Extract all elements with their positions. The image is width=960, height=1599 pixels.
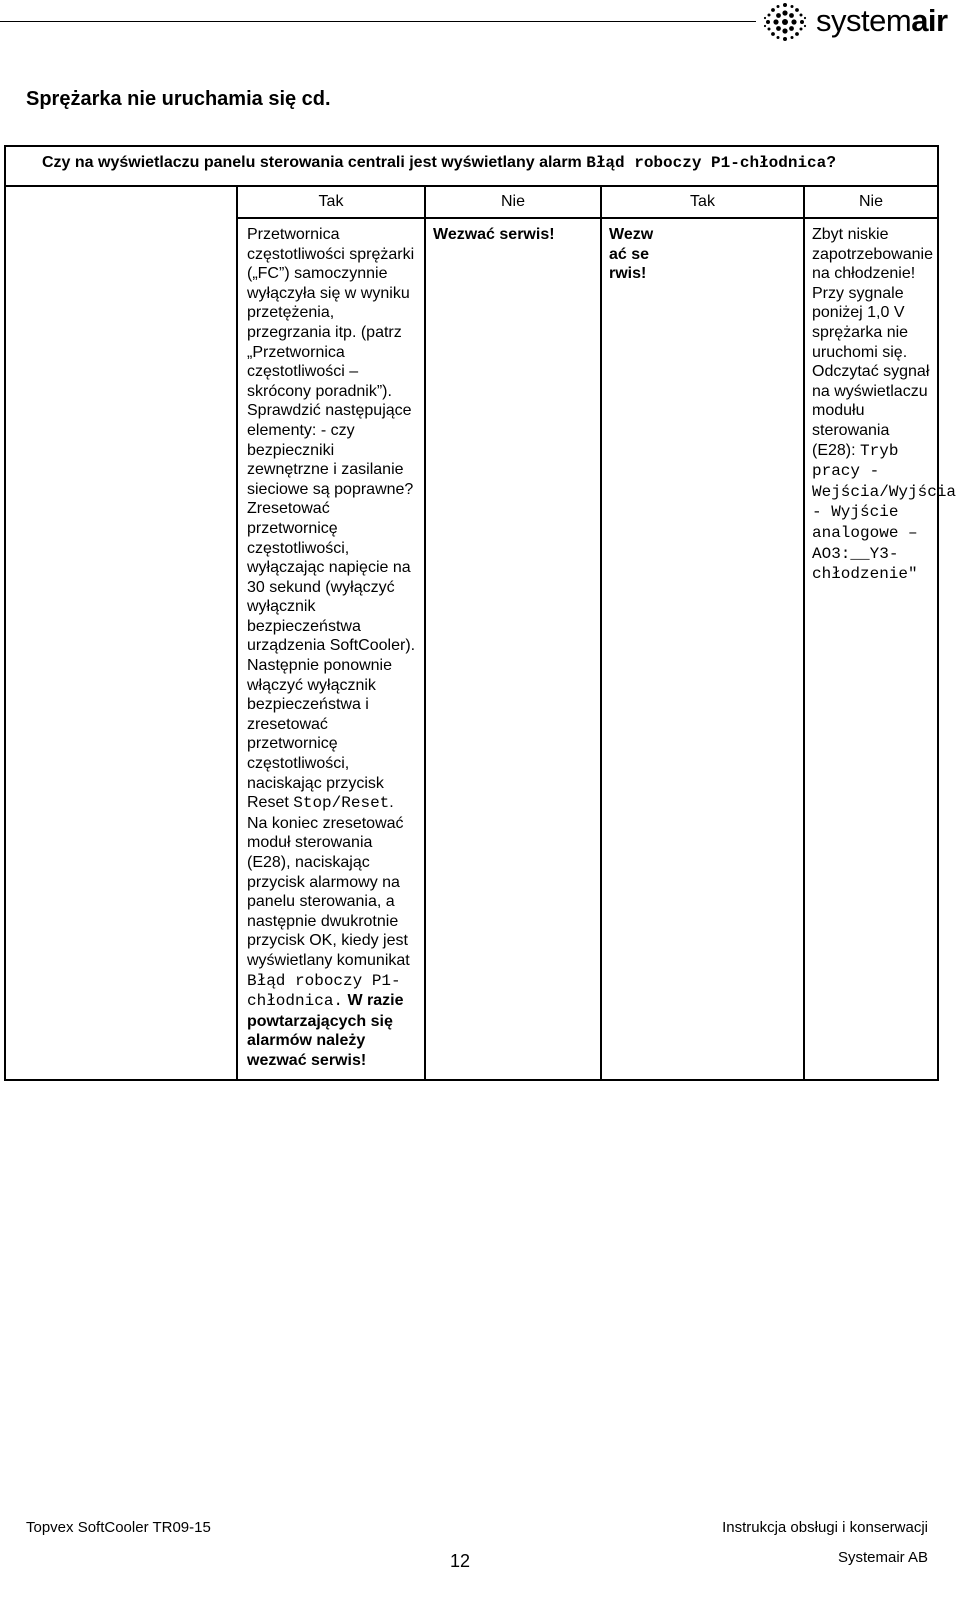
answer-no-1: Nie: [425, 186, 601, 218]
alarm-code: Błąd roboczy P1-chłodnica: [586, 154, 827, 172]
footer-product: Topvex SoftCooler TR09-15: [26, 1519, 211, 1536]
stop-reset-code: Stop/Reset: [293, 794, 390, 813]
empty-left-cell: [5, 186, 237, 1080]
logo-wordmark-bold: air: [911, 3, 948, 38]
page-number: 12: [450, 1551, 471, 1571]
answer-yes-2: Tak: [601, 186, 804, 218]
question-cell: [5, 146, 938, 186]
troubleshooting-table: [4, 145, 957, 1081]
instructions-text-2: . Na koniec zresetować moduł sterowania (E28), naciskając przycisk alarmowy na panelu sterowania, a następnie dwukrotnie przycisk OK, kiedy jest wyświetlany komunikat: [247, 794, 410, 969]
alarm-message-code: Błąd roboczy P1-chłodnica.: [247, 971, 401, 1011]
no-service-cell: [425, 218, 601, 1080]
instructions-text: Przetwornica częstotliwości sprężarki („FC”) samoczynnie wyłączyła się w wyniku przetężenia, przegrzania itp. (patrz „Przetwornica częstotliwości – skrócony poradnik”). Sprawdzić następujące elementy: - czy bezpieczniki zewnętrzne i zasilanie sieciowe są poprawne? Zresetować przetwornicę częstotliwości, wyłączając napięcie na 30 sekund (wyłączyć wyłącznik bezpieczeństwa urządzenia SoftCooler). Następnie ponownie włączyć wyłącznik bezpieczeństwa i zresetować przetwornicę częstotliwości, naciskając przycisk Reset: [247, 226, 416, 812]
footer-doc-title: Instrukcja obsługi i konserwacji: [722, 1519, 928, 1536]
yes-service-cell: [601, 218, 804, 1080]
repeat-alarm-warning: W razie powtarzających się alarmów należy wezwać serwis!: [247, 992, 404, 1069]
systemair-logo: [762, 2, 954, 42]
yes-instructions-cell: [237, 218, 425, 1080]
call-service-text: Wezwać serwis!: [433, 226, 555, 243]
logo-wordmark-light: system: [816, 3, 912, 38]
low-demand-text: Zbyt niskie zapotrzebowanie na chłodzenie! Przy sygnale poniżej 1,0 V sprężarka nie uruchomi się. Odczytać sygnał na wyświetlaczu modułu sterowania (E28):: [812, 226, 933, 459]
logo-mark-icon: [762, 2, 808, 42]
question-mark: ?: [826, 154, 837, 171]
question-text: Czy na wyświetlaczu panelu sterowania centrali jest wyświetlany alarm: [42, 154, 587, 171]
logo-wordmark: [816, 3, 948, 39]
section-heading: Sprężarka nie uruchamia się cd.: [26, 88, 331, 110]
answer-yes-1: Tak: [237, 186, 425, 218]
answer-no-2: Nie: [804, 186, 938, 218]
header-rule: [0, 21, 756, 22]
no-low-demand-cell: [804, 218, 957, 1080]
call-service-text-2: Wezwać serwis!: [609, 226, 654, 283]
footer-company: Systemair AB: [837, 1549, 928, 1566]
menu-path-code: Tryb pracy - Wejścia/Wyjścia - Wyjście analogowe – AO3:__Y3-chłodzenie": [812, 441, 957, 584]
